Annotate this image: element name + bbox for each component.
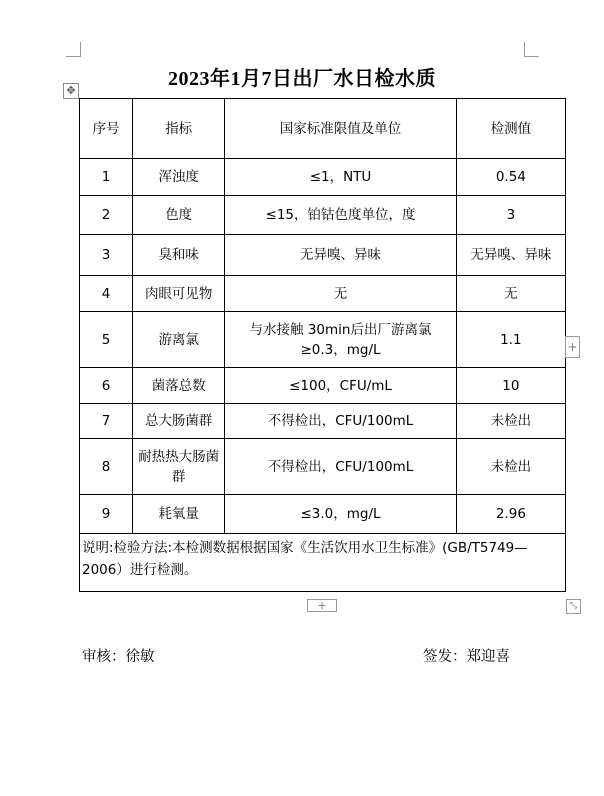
table-row (80, 368, 566, 404)
cell-indicator: 菌落总数 (133, 368, 225, 404)
cell-indicator: 耐热热大肠菌群 (133, 439, 225, 495)
table-header-row (80, 99, 566, 159)
cell-no: 2 (80, 196, 133, 235)
cell-standard: 无异嗅、异味 (225, 235, 456, 276)
cell-indicator: 臭和味 (133, 235, 225, 276)
cell-standard: ≤1，NTU (225, 159, 456, 196)
table-row (80, 495, 566, 534)
table-row (80, 159, 566, 196)
cell-value: 0.54 (456, 159, 565, 196)
cell-indicator: 总大肠菌群 (133, 404, 225, 439)
cell-no: 5 (80, 312, 133, 368)
cell-standard: 与水接触 30min后出厂游离氯≥0.3，mg/L (225, 312, 456, 368)
water-quality-table (79, 98, 566, 592)
table-row (80, 276, 566, 312)
cell-indicator: 色度 (133, 196, 225, 235)
cell-indicator: 肉眼可见物 (133, 276, 225, 312)
table-row (80, 235, 566, 276)
cell-indicator: 浑浊度 (133, 159, 225, 196)
table-row (80, 439, 566, 495)
cell-standard: ≤3.0，mg/L (225, 495, 456, 534)
cell-no: 3 (80, 235, 133, 276)
cell-no: 1 (80, 159, 133, 196)
cell-indicator: 耗氧量 (133, 495, 225, 534)
table-move-handle-icon[interactable]: ✥ (63, 83, 79, 99)
table-resize-handle-icon[interactable]: ⤡ (566, 599, 581, 614)
cell-value: 无异嗅、异味 (456, 235, 565, 276)
table-note: 说明:检验方法:本检测数据根据国家《生活饮用水卫生标准》(GB/T5749—2006）进行检测。 (80, 534, 566, 592)
cell-no: 8 (80, 439, 133, 495)
header-cell-no: 序号 (80, 99, 133, 159)
page-corner-mark-top-right (524, 42, 539, 57)
cell-standard: ≤100，CFU/mL (225, 368, 456, 404)
table-row (80, 404, 566, 439)
cell-value: 3 (456, 196, 565, 235)
cell-no: 4 (80, 276, 133, 312)
table-note-row (80, 534, 566, 592)
document-title: 2023年1月7日出厂水日检水质 (168, 68, 436, 90)
cell-standard: 无 (225, 276, 456, 312)
cell-indicator: 游离氯 (133, 312, 225, 368)
cell-value: 未检出 (456, 439, 565, 495)
header-cell-value: 检测值 (456, 99, 565, 159)
cell-value: 无 (456, 276, 565, 312)
cell-no: 6 (80, 368, 133, 404)
cell-value: 未检出 (456, 404, 565, 439)
cell-value: 1.1 (456, 312, 565, 368)
cell-no: 7 (80, 404, 133, 439)
cell-value: 2.96 (456, 495, 565, 534)
add-column-button[interactable]: + (307, 599, 337, 612)
add-row-button[interactable]: + (565, 336, 580, 358)
review-signature: 审核：徐敏 (82, 649, 155, 665)
page-corner-mark-top-left (66, 42, 81, 57)
header-cell-indicator: 指标 (133, 99, 225, 159)
table-row (80, 196, 566, 235)
cell-no: 9 (80, 495, 133, 534)
cell-standard: 不得检出，CFU/100mL (225, 404, 456, 439)
cell-standard: ≤15，铂钴色度单位，度 (225, 196, 456, 235)
table-row (80, 312, 566, 368)
issue-signature: 签发：郑迎喜 (423, 649, 510, 665)
cell-value: 10 (456, 368, 565, 404)
header-cell-standard: 国家标准限值及单位 (225, 99, 456, 159)
cell-standard: 不得检出，CFU/100mL (225, 439, 456, 495)
